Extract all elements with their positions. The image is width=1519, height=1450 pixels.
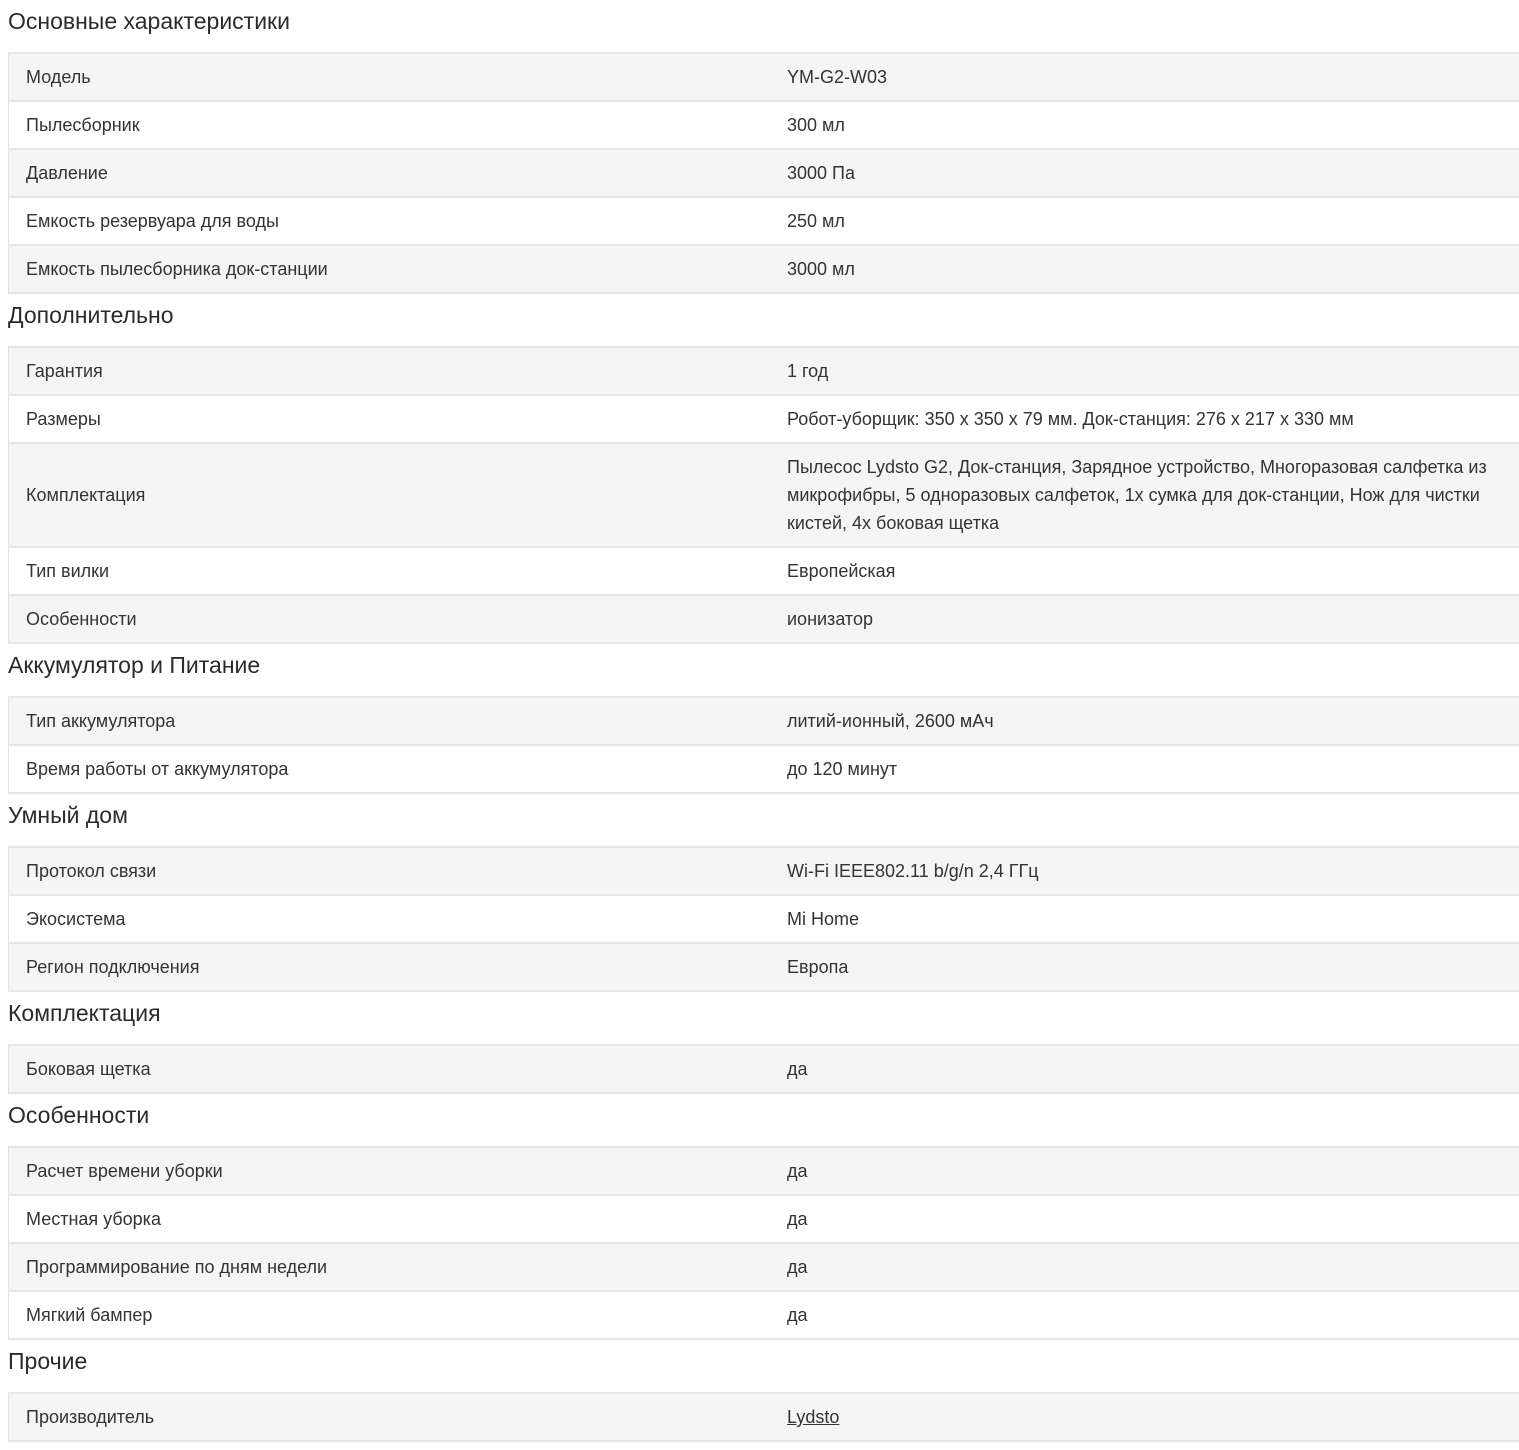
spec-section-main: [8, 0, 1519, 294]
spec-value: Wi-Fi IEEE802.11 b/g/n 2,4 ГГц: [787, 847, 1519, 895]
spec-name: Модель: [9, 53, 788, 101]
section-title: Особенности: [8, 1102, 150, 1128]
spec-table: [8, 346, 1519, 644]
section-title: Основные характеристики: [8, 8, 290, 34]
spec-row: [9, 1291, 1519, 1339]
spec-name: Пылесборник: [9, 101, 788, 149]
spec-value: да: [787, 1243, 1519, 1291]
spec-name: Время работы от аккумулятора: [9, 745, 788, 793]
spec-section-features: [8, 1094, 1519, 1340]
spec-name: Экосистема: [9, 895, 788, 943]
spec-row: [9, 595, 1519, 643]
spec-name: Тип вилки: [9, 547, 788, 595]
spec-name: Протокол связи: [9, 847, 788, 895]
spec-value: Робот-уборщик: 350 x 350 x 79 мм. Док-станция: 276 x 217 x 330 мм: [787, 395, 1519, 443]
spec-value: да: [787, 1195, 1519, 1243]
spec-row: [9, 245, 1519, 293]
spec-value: 250 мл: [787, 197, 1519, 245]
spec-table: [8, 1146, 1519, 1340]
spec-row: [9, 149, 1519, 197]
spec-value: ионизатор: [787, 595, 1519, 643]
spec-row: [9, 745, 1519, 793]
section-title: Дополнительно: [8, 302, 174, 328]
spec-name: Гарантия: [9, 347, 788, 395]
spec-name: Емкость резервуара для воды: [9, 197, 788, 245]
spec-value-cell: [787, 1393, 1519, 1441]
spec-row: [9, 101, 1519, 149]
spec-value: 300 мл: [787, 101, 1519, 149]
spec-value: YM-G2-W03: [787, 53, 1519, 101]
spec-row: [9, 895, 1519, 943]
spec-row: [9, 1393, 1519, 1441]
spec-section-battery: [8, 644, 1519, 794]
spec-row: [9, 347, 1519, 395]
spec-row: [9, 1195, 1519, 1243]
spec-section-additional: [8, 294, 1519, 644]
spec-row: [9, 197, 1519, 245]
spec-value: до 120 минут: [787, 745, 1519, 793]
section-title: Прочие: [8, 1348, 88, 1374]
spec-table: [8, 696, 1519, 794]
spec-row: [9, 53, 1519, 101]
specifications: [8, 0, 1519, 1442]
spec-table: [8, 1044, 1519, 1094]
spec-value: Пылесос Lydsto G2, Док-станция, Зарядное устройство, Многоразовая салфетка из микрофибры, 5 одноразовых салфеток, 1x сумка для док-станции, Нож для чистки кистей, 4x боковая щетка: [787, 443, 1519, 547]
spec-table: [8, 846, 1519, 992]
spec-section-package: [8, 992, 1519, 1094]
spec-row: [9, 943, 1519, 991]
spec-section-other: [8, 1340, 1519, 1442]
spec-name: Мягкий бампер: [9, 1291, 788, 1339]
spec-value: Европа: [787, 943, 1519, 991]
spec-value: 3000 мл: [787, 245, 1519, 293]
spec-value: да: [787, 1045, 1519, 1093]
section-title: Аккумулятор и Питание: [8, 652, 261, 678]
spec-value: 1 год: [787, 347, 1519, 395]
spec-name: Особенности: [9, 595, 788, 643]
spec-row: [9, 395, 1519, 443]
spec-section-smart-home: [8, 794, 1519, 992]
spec-name: Емкость пылесборника док-станции: [9, 245, 788, 293]
spec-name: Тип аккумулятора: [9, 697, 788, 745]
spec-value: да: [787, 1291, 1519, 1339]
manufacturer-link[interactable]: Lydsto: [787, 1407, 840, 1427]
section-title: Умный дом: [8, 802, 128, 828]
spec-name: Размеры: [9, 395, 788, 443]
spec-name: Программирование по дням недели: [9, 1243, 788, 1291]
spec-table: [8, 1392, 1519, 1442]
spec-value: Mi Home: [787, 895, 1519, 943]
spec-name: Расчет времени уборки: [9, 1147, 788, 1195]
spec-value: да: [787, 1147, 1519, 1195]
spec-value: Европейская: [787, 547, 1519, 595]
spec-row: [9, 1045, 1519, 1093]
spec-row: [9, 1243, 1519, 1291]
section-title: Комплектация: [8, 1000, 161, 1026]
spec-name: Давление: [9, 149, 788, 197]
spec-row: [9, 443, 1519, 547]
spec-name: Местная уборка: [9, 1195, 788, 1243]
spec-row: [9, 697, 1519, 745]
spec-row: [9, 847, 1519, 895]
spec-row: [9, 547, 1519, 595]
spec-name: Боковая щетка: [9, 1045, 788, 1093]
spec-row: [9, 1147, 1519, 1195]
spec-name: Комплектация: [9, 443, 788, 547]
spec-table: [8, 52, 1519, 294]
spec-value: 3000 Па: [787, 149, 1519, 197]
spec-name: Регион подключения: [9, 943, 788, 991]
spec-name: Производитель: [9, 1393, 788, 1441]
spec-value: литий-ионный, 2600 мАч: [787, 697, 1519, 745]
